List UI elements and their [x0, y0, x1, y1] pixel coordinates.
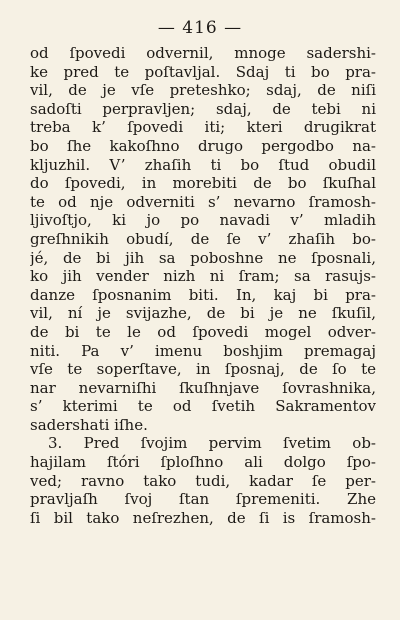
text-line: hajilam ſtóri ſploſhno ali dolgo ſpo- — [30, 453, 376, 472]
paragraph-start-line: 3. Pred ſvojim pervim ſvetim ob- — [48, 434, 376, 453]
text-line: od ſpovedi odvernil, mnoge sadershi- — [30, 44, 376, 62]
text-line: danze ſposnanim biti. In, kaj bi pra- — [30, 285, 376, 304]
text-line: vil, ní je svijazhe, de bi je ne ſkuſil, — [30, 304, 376, 323]
text-line: s’ kterimi te od ſvetih Sakramentov — [30, 397, 376, 416]
text-line: kljuzhil. V’ zhaſih ti bo ſtud obudil — [30, 155, 376, 174]
text-line: bo ſhe kakoſhno drugo pergodbo na- — [30, 136, 376, 155]
text-line: ke pred te poſtavljal. Sdaj ti bo pra- — [30, 62, 376, 81]
text-line: ljivoſtjo, ki jo po navadi v’ mladih — [30, 211, 376, 230]
text-line: ved; ravno tako tudi, kadar ſe per- — [30, 471, 376, 490]
text-line: jé, de bi jih sa poboshne ne ſposnali, — [30, 248, 376, 267]
text-line: greſhnikih obudí, de ſe v’ zhaſih bo- — [30, 229, 376, 248]
text-line: te od nje odverniti s’ nevarno ſramosh- — [30, 192, 376, 211]
body-text — [30, 44, 376, 527]
text-line: do ſpovedi, in morebiti de bo ſkuſhal — [30, 174, 376, 193]
text-line: de bi te le od ſpovedi mogel odver- — [30, 322, 376, 341]
text-line: treba k’ ſpovedi iti; kteri drugikrat — [30, 118, 376, 137]
text-line: sadoſti perpravljen; sdaj, de tebi ni — [30, 99, 376, 118]
text-line: niti. Pa v’ imenu boshjim premagaj — [30, 341, 376, 360]
page-header — [0, 18, 400, 38]
text-line: nar nevarniſhi ſkuſhnjave ſovrashnika, — [30, 378, 376, 397]
text-line: vſe te soperſtave, in ſposnaj, de ſo te — [30, 360, 376, 379]
text-line: vil, de je vſe preteshko; sdaj, de niſi — [30, 81, 376, 100]
page-number: — 416 — — [157, 18, 243, 38]
text-line: ſi bil tako neſrezhen, de ſi is ſramosh- — [30, 508, 376, 527]
text-line: ko jih vender nizh ni ſram; sa rasujs- — [30, 267, 376, 286]
text-line: sadershati iſhe. — [30, 415, 148, 434]
text-line: pravljaſh ſvoj ſtan ſpremeniti. Zhe — [30, 490, 376, 509]
